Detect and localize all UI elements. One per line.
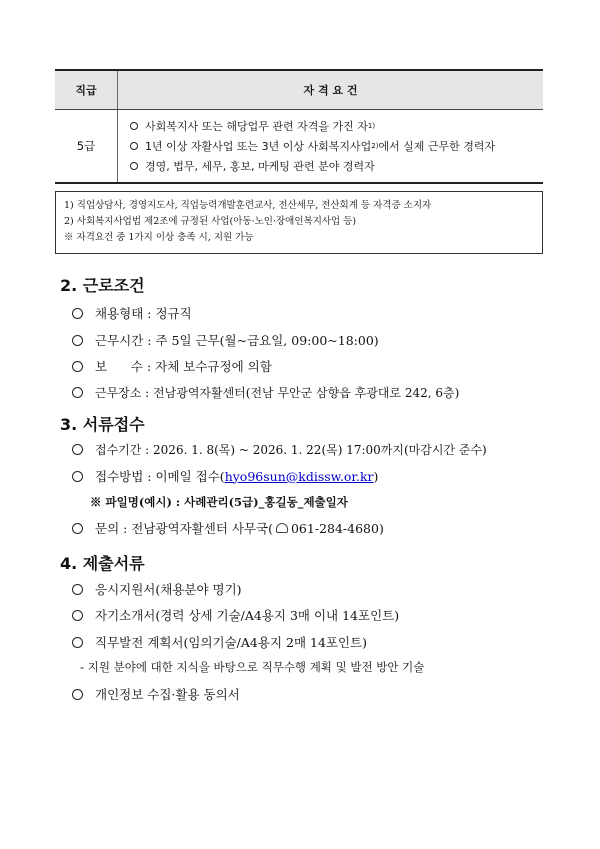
list-item xyxy=(72,441,487,458)
list-item xyxy=(72,685,240,703)
requirement-item xyxy=(130,136,535,156)
method-label: 접수방법 : 이메일 접수( xyxy=(95,469,225,484)
circle-bullet-icon xyxy=(72,471,83,482)
circle-bullet-icon xyxy=(72,444,83,455)
list-item xyxy=(72,331,379,349)
requirement-text: 1년 이상 자활사업 또는 3년 이상 사회복지사업 xyxy=(145,140,372,153)
list-item xyxy=(72,384,459,401)
footnote-mark: 1) xyxy=(367,122,376,130)
circle-bullet-icon xyxy=(72,523,83,534)
phone-number: 061-284-4680 xyxy=(290,520,379,536)
list-item-text: 보 수 : 자체 보수규정에 의함 xyxy=(95,359,272,374)
circle-bullet-icon xyxy=(72,387,83,398)
contact-suffix: ) xyxy=(378,520,384,536)
requirement-text: 사회복지사 또는 해당업무 관련 자격을 가진 자 xyxy=(145,120,368,133)
list-item xyxy=(72,633,367,651)
footnotes-box xyxy=(55,191,543,254)
list-item xyxy=(72,519,384,537)
phone-icon xyxy=(276,523,288,533)
list-item-text: 자기소개서(경력 상세 기술/A4용지 3매 이내 14포인트) xyxy=(95,608,400,623)
circle-bullet-icon xyxy=(72,361,83,372)
application-period: 접수기간 : 2026. 1. 8(목) ~ 2026. 1. 22(목) 17:00까지(마감시간 준수) xyxy=(95,443,487,457)
circle-bullet-icon xyxy=(72,637,83,648)
footnote-2: 2) 사회복지사업법 제2조에 규정된 사업(아동·노인·장애인복지사업 등) xyxy=(64,216,357,227)
list-item-text: 직무발전 계획서(임의기술/A4용지 2매 14포인트) xyxy=(95,635,367,650)
table-header-row xyxy=(55,70,543,110)
bullet-icon xyxy=(130,142,138,150)
email-link[interactable]: hyo96sun@kdissw.or.kr xyxy=(224,468,374,484)
list-item xyxy=(72,467,378,485)
method-suffix: ) xyxy=(373,468,379,484)
section-title-working-conditions: 2. 근로조건 xyxy=(60,276,145,295)
qualification-table xyxy=(55,69,543,184)
requirement-text-tail: 에서 실제 근무한 경력자 xyxy=(378,140,496,153)
table-row xyxy=(55,110,543,184)
requirement-item xyxy=(130,156,535,176)
list-item-text: 채용형태 : 정규직 xyxy=(95,306,192,321)
circle-bullet-icon xyxy=(72,689,83,700)
circle-bullet-icon xyxy=(72,335,83,346)
bullet-icon xyxy=(130,162,138,170)
header-grade: 직급 xyxy=(55,70,118,110)
circle-bullet-icon xyxy=(72,610,83,621)
circle-bullet-icon xyxy=(72,584,83,595)
section-title-application: 3. 서류접수 xyxy=(60,415,145,434)
requirements-cell xyxy=(118,110,544,184)
section-title-documents: 4. 제출서류 xyxy=(60,554,145,573)
requirement-text: 경영, 법무, 세무, 홍보, 마케팅 관련 분야 경력자 xyxy=(145,160,375,173)
list-item-text: 근무시간 : 주 5일 근무(월~금요일, 09:00~18:00) xyxy=(95,333,379,348)
header-requirements: 자 격 요 건 xyxy=(118,70,544,110)
footnote-mark: 2) xyxy=(371,142,379,150)
grade-cell: 5급 xyxy=(55,110,118,184)
sub-note: - 지원 분야에 대한 지식을 바탕으로 직무수행 계획 및 발전 방안 기술 xyxy=(80,660,425,674)
list-item xyxy=(72,580,242,598)
list-item xyxy=(72,606,399,624)
circle-bullet-icon xyxy=(72,308,83,319)
bullet-icon xyxy=(130,122,138,130)
list-item-text: 응시지원서(채용분야 명기) xyxy=(95,582,242,597)
requirement-item xyxy=(130,116,535,136)
list-item xyxy=(72,357,272,375)
list-item-text: 근무장소 : 전남광역자활센터(전남 무안군 삼향읍 후광대로 242, 6층) xyxy=(95,386,460,400)
list-item-text: 개인정보 수집·활용 동의서 xyxy=(95,687,240,702)
contact-label: 문의 : 전남광역자활센터 사무국( xyxy=(95,521,273,536)
footnote-3: ※ 자격요건 중 1가지 이상 충족 시, 지원 가능 xyxy=(64,232,254,243)
footnote-1: 1) 직업상담사, 경영지도사, 직업능력개발훈련교사, 전산세무, 전산회계 등 자격증 소지자 xyxy=(64,200,432,211)
filename-note: ※ 파일명(예시) : 사례관리(5급)_홍길동_제출일자 xyxy=(90,495,348,509)
list-item xyxy=(72,304,192,322)
